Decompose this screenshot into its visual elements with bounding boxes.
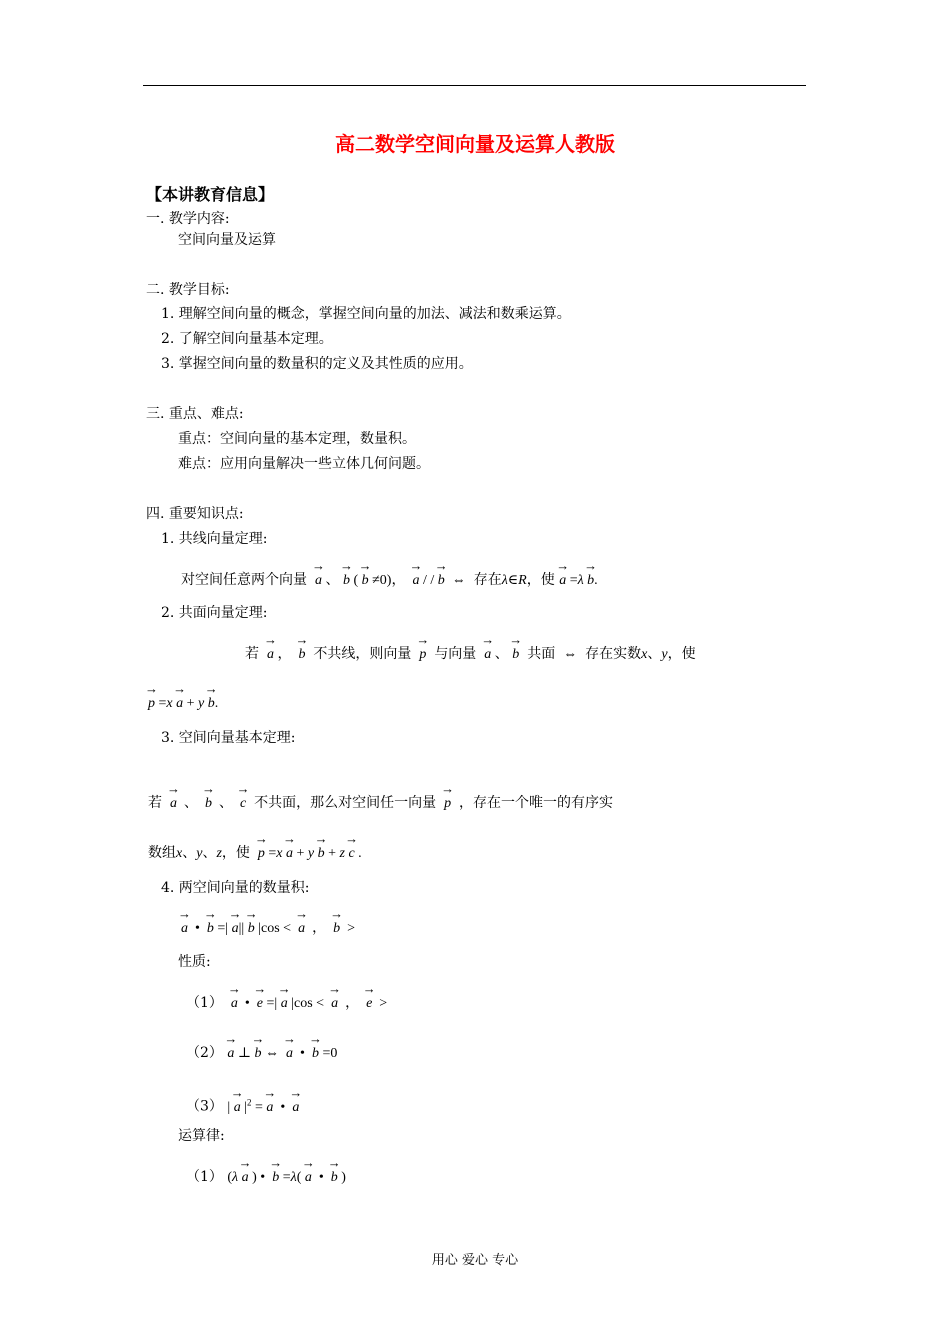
properties-label: 性质: (178, 954, 211, 970)
page-footer: 用心 爱心 专心 (431, 1253, 519, 1268)
header-rule (143, 85, 806, 86)
goal-item-3: 3. 掌握空间向量的数量积的定义及其性质的应用。 (161, 356, 473, 372)
section-4-heading: 四. 重要知识点: (146, 506, 244, 522)
key-point: 重点：空间向量的基本定理，数量积。 (178, 431, 416, 447)
knowledge-3-title: 3. 空间向量基本定理: (161, 730, 296, 746)
coplanar-theorem-line1: 若 → a ， → b 不共线，则向量 → p 与向量 → a 、 → b 共面 ⇔ 存在实数x、y，使 (245, 645, 696, 664)
property-1: （1） → a • → e =| → a |cos < → a ， → e > (186, 994, 387, 1013)
goal-item-2: 2. 了解空间向量基本定理。 (161, 331, 333, 347)
difficult-point: 难点：应用向量解决一些立体几何问题。 (178, 456, 430, 472)
collinear-theorem-formula: 对空间任意两个向量 → a 、 → b ( → b ≠0)， → a / / → b ⇔ 存在λ∈R，使 → a =λ → b. (181, 571, 598, 590)
property-3: （3） | → a $|^2$ = → a • → a (186, 1093, 299, 1117)
coplanar-theorem-line2: → p =x → a + y → b. (148, 694, 218, 713)
knowledge-1-title: 1. 共线向量定理: (161, 531, 268, 547)
section-1-heading: 一. 教学内容: (146, 211, 230, 227)
basis-theorem-line2: 数组x、y、z，使 → p =x → a + y → b + z → c . (148, 844, 362, 863)
page-title: 高二数学空间向量及运算人教版 (335, 132, 615, 156)
section-header-info: 【本讲教育信息】 (146, 185, 275, 204)
law-1: （1） (λ → a ) • → b =λ( → a • → b ) (186, 1168, 346, 1187)
dot-product-definition: → a • → b =| → a|| → b |cos < → a ， → b > (181, 919, 355, 938)
section-2-heading: 二. 教学目标: (146, 282, 230, 298)
section-3-heading: 三. 重点、难点: (146, 406, 244, 422)
basis-theorem-line1: 若 → a 、 → b 、 → c 不共面，那么对空间任一向量 → p ，存在一个唯一的有序实 (148, 794, 613, 813)
knowledge-4-title: 4. 两空间向量的数量积: (161, 880, 310, 896)
property-2: （2） → a ⊥ → b ⇔ → a • → b =0 (186, 1044, 337, 1063)
section-1-content: 空间向量及运算 (178, 232, 276, 248)
goal-item-1: 1. 理解空间向量的概念，掌握空间向量的加法、减法和数乘运算。 (161, 306, 571, 322)
laws-label: 运算律: (178, 1128, 225, 1144)
knowledge-2-title: 2. 共面向量定理: (161, 605, 268, 621)
